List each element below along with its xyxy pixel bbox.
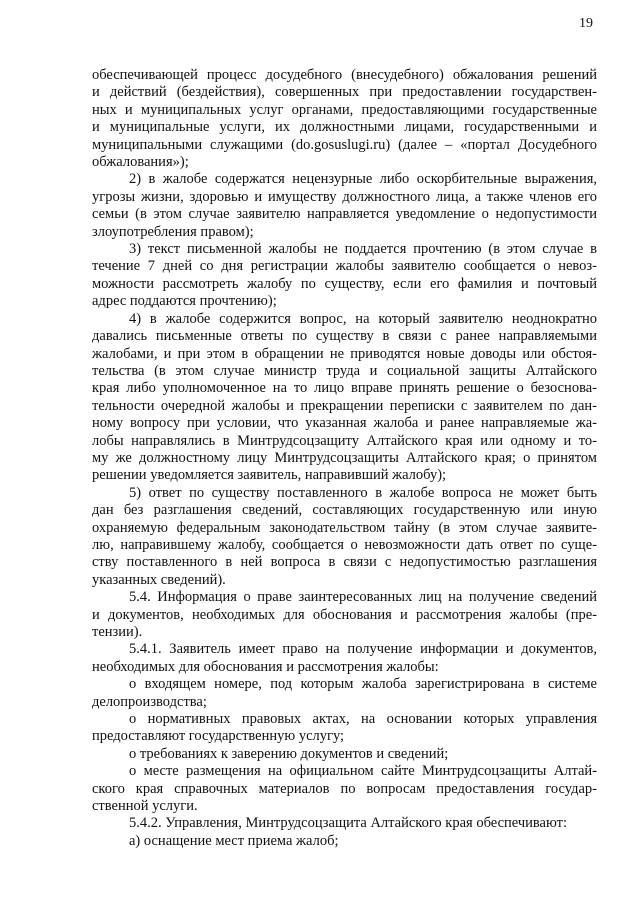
text-line: жалобами, и при этом в обращении не приводятся новые доводы или обстоя- [92,345,597,362]
document-body [92,67,597,850]
text-line: лю, направившему жалобу, сообщается о невозможности дать ответ по суще- [92,536,597,553]
text-line: края либо уполномоченное на то лицо вправе принять решение о безоснова- [92,380,597,397]
text-line: давались письменные ответы по существу в связи с ранее направляемыми [92,328,597,345]
paragraph [92,485,597,589]
text-line: му же должностному лицу Минтрудсоцзащиты Алтайского края; о принятом [92,449,597,466]
text-line: 5.4.2. Управления, Минтрудсоцзащита Алтайского края обеспечивают: [129,815,567,832]
text-line: указанных сведений). [92,571,226,588]
text-line: адрес поддаются прочтению); [92,293,277,310]
paragraph [92,815,597,832]
paragraph [92,676,597,711]
text-line: о входящем номере, под которым жалоба зарегистрирована в системе [129,676,597,693]
text-line: тельности очередной жалобы и прекращении переписки с заявителем по дан- [92,397,597,414]
paragraph [92,311,597,485]
text-line: ству поставленного в ней вопроса в связи с недопустимостью разглашения [92,554,597,571]
text-line: и муниципальные услуги, их должностными лицами, государственными и [92,119,597,136]
paragraph [92,589,597,641]
text-line: а) оснащение мест приема жалоб; [129,832,339,849]
text-line: злоупотребления правом); [92,223,254,240]
text-line: тельства (в этом случае министр труда и социальной защиты Алтайского [92,362,597,379]
paragraph [92,171,597,241]
text-line: дан без разглашения сведений, составляющих государственную или иную [92,502,597,519]
text-line: и действий (бездействия), совершенных при предоставлении государствен- [92,84,597,101]
text-line: ному вопросу при условии, что указанная жалоба и ранее направляемые жа- [92,415,597,432]
text-line: семьи (в этом случае заявителю направляется уведомление о недопустимости [92,206,597,223]
paragraph [92,641,597,676]
text-line: обеспечивающей процесс досудебного (внесудебного) обжалования решений [92,67,597,83]
text-line: о требованиях к заверению документов и сведений; [129,745,449,762]
page-number: 19 [579,16,593,31]
text-line: 4) в жалобе содержится вопрос, на который заявителю неоднократно [129,310,597,327]
text-line: течение 7 дней со дня регистрации жалобы заявителю сообщается о невоз- [92,258,597,275]
text-line: 5.4.1. Заявитель имеет право на получение информации и документов, [129,641,597,658]
text-line: делопроизводства; [92,693,207,710]
paragraph [92,241,597,311]
text-line: угрозы жизни, здоровью и имуществу должностного лица, а также членов его [92,188,597,205]
text-line: муниципальными служащими (do.gosuslugi.ru) (далее – «портал Досудебного [92,136,597,153]
text-line: 3) текст письменной жалобы не поддается прочтению (в этом случае в [129,241,597,258]
text-line: тензии). [92,624,143,640]
paragraph [92,711,597,746]
text-line: ственной услуги. [92,798,198,815]
paragraph [92,763,597,815]
text-line: охраняемую федеральным законодательством тайну (в этом случае заявите- [92,519,597,536]
text-line: ных и муниципальных услуг органами, предоставляющими государственные [92,101,597,118]
text-line: можности рассмотреть жалобу по существу, если его фамилия и почтовый [92,275,597,292]
text-line: 5) ответ по существу поставленного в жалобе вопроса не может быть [129,484,597,501]
text-line: о нормативных правовых актах, на основании которых управления [129,711,597,728]
text-line: о месте размещения на официальном сайте Минтрудсоцзащиты Алтай- [129,763,597,780]
paragraph [92,746,597,763]
text-line: 5.4. Информация о праве заинтересованных лиц на получение сведений [129,589,597,606]
text-line: необходимых для обоснования и рассмотрения жалобы: [92,658,439,675]
paragraph [92,833,597,850]
paragraph [92,67,597,171]
text-line: ского края справочных материалов по вопросам предоставления государ- [92,780,597,797]
text-line: предоставляют государственную услугу; [92,728,345,745]
text-line: 2) в жалобе содержатся нецензурные либо оскорбительные выражения, [129,171,597,188]
text-line: и документов, необходимых для обоснования и рассмотрения жалобы (пре- [92,606,597,623]
text-line: обжалования»); [92,154,189,171]
text-line: решении уведомляется заявитель, направивший жалобу); [92,467,447,484]
text-line: лобы направлялись в Минтрудсоцзащиту Алтайского края или одному и то- [92,432,597,449]
